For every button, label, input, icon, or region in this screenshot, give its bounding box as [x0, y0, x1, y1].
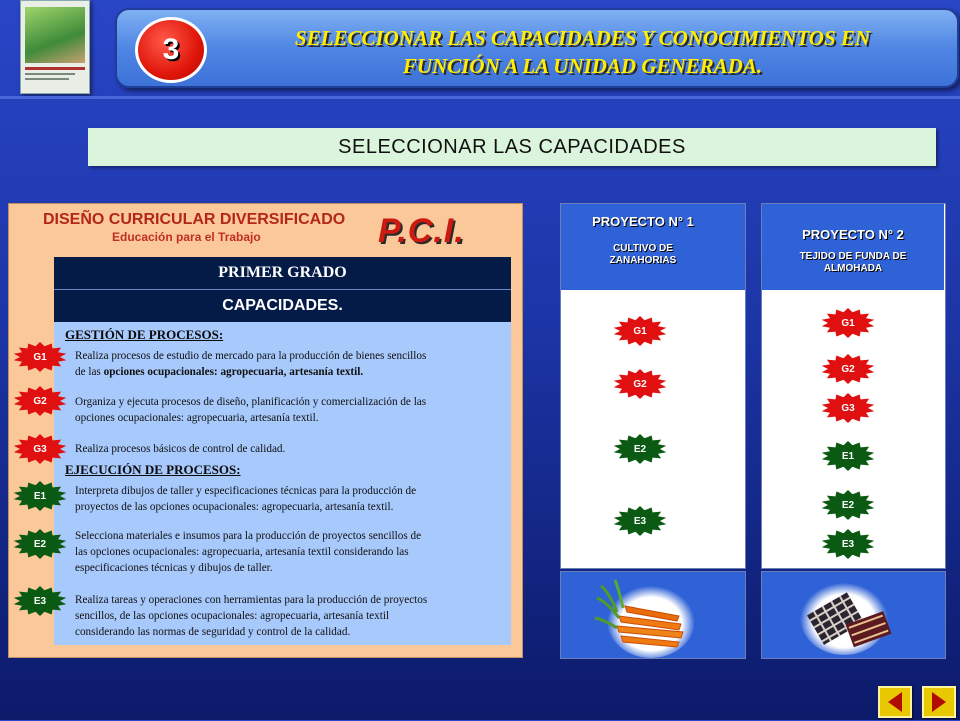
- group-heading-ejecucion: EJECUCIÓN DE PROCESOS:: [65, 462, 241, 477]
- star-badge-g1[interactable]: [12, 341, 68, 373]
- pci-title: DISEÑO CURRICULAR DIVERSIFICADO: [43, 211, 346, 228]
- capacity-g2-line2: opciones ocupacionales: agropecuaria, artesanía textil.: [75, 412, 319, 424]
- star-badge-e2[interactable]: [12, 528, 68, 560]
- star-label: G1: [633, 325, 647, 337]
- star-label: E1: [841, 450, 855, 462]
- capacity-g3-line1: Realiza procesos básicos de control de calidad.: [75, 443, 286, 455]
- star-label: E2: [633, 443, 647, 455]
- capacity-g1-line1: Realiza procesos de estudio de mercado para la producción de bienes sencillos: [75, 350, 427, 362]
- next-button[interactable]: [922, 686, 956, 718]
- star-label: G2: [633, 378, 647, 390]
- capacities-header: CAPACIDADES.: [54, 290, 511, 322]
- project-2-star-e1[interactable]: [820, 440, 876, 472]
- capacity-e3-line1: Realiza tareas y operaciones con herramientas para la producción de proyectos: [75, 594, 428, 606]
- capacity-e3-line3: considerando las normas de seguridad y control de la calidad.: [75, 626, 351, 638]
- star-badge-g3[interactable]: [12, 433, 68, 465]
- capacity-g2-line1: Organiza y ejecuta procesos de diseño, planificación y comercialización de las: [75, 396, 427, 408]
- project-1-star-g2[interactable]: [612, 368, 668, 400]
- capacity-e1-line2: proyectos de las opciones ocupacionales: agropecuaria, artesanía textil.: [75, 501, 394, 513]
- project-2-subtitle: [762, 251, 944, 275]
- star-label: E3: [633, 515, 647, 527]
- previous-arrow-icon: [880, 688, 910, 716]
- capacity-e2-line3: especificaciones técnicas y dibujos de taller.: [75, 562, 273, 574]
- project-2-image-panel: [761, 571, 946, 659]
- capacity-text-g2: [75, 394, 505, 426]
- project-1-star-e2[interactable]: [612, 433, 668, 465]
- star-label: E2: [841, 499, 855, 511]
- capacity-e2-line1: Selecciona materiales e insumos para la producción de proyectos sencillos de: [75, 530, 422, 542]
- star-label: G3: [33, 443, 47, 455]
- project-1-subtitle: [561, 243, 725, 267]
- project-2-title: PROYECTO N° 2: [802, 227, 904, 242]
- capacity-g1-line2a: de las: [75, 366, 104, 378]
- textile-image: [762, 572, 945, 658]
- next-arrow-icon: [924, 688, 954, 716]
- carrots-image: [561, 572, 745, 658]
- project-2-star-g2[interactable]: [820, 353, 876, 385]
- capacity-text-e1: [75, 483, 505, 515]
- project-1-star-e3[interactable]: [612, 505, 668, 537]
- section-title: SELECCIONAR LAS CAPACIDADES: [88, 128, 936, 166]
- capacity-e2-line2: las opciones ocupacionales: agropecuaria, artesanía textil considerando las: [75, 546, 409, 558]
- project-1-subtitle-line1: CULTIVO DE: [613, 243, 673, 254]
- star-label: G3: [841, 402, 855, 414]
- star-badge-g2[interactable]: [12, 385, 68, 417]
- step-number-badge: 3: [135, 17, 207, 83]
- capacity-text-e3: [75, 592, 505, 640]
- project-2-header: [762, 204, 944, 290]
- capacity-g1-line2b: opciones ocupacionales: agropecuaria, artesanía textil.: [103, 366, 364, 378]
- project-1-title: PROYECTO N° 1: [592, 214, 694, 229]
- project-2-star-e3[interactable]: [820, 528, 876, 560]
- curriculum-book-cover: [20, 0, 90, 94]
- project-1-star-g1[interactable]: [612, 315, 668, 347]
- star-label: E2: [33, 538, 47, 550]
- star-label: G2: [33, 395, 47, 407]
- capacity-text-e2: [75, 528, 505, 576]
- capacity-g1-line2: [75, 364, 505, 380]
- star-label: E3: [841, 538, 855, 550]
- star-label: G1: [33, 351, 47, 363]
- star-label: E3: [33, 595, 47, 607]
- prev-button[interactable]: [878, 686, 912, 718]
- page-title-line1: SELECCIONAR LAS CAPACIDADES Y CONOCIMIENTOS EN: [294, 26, 871, 50]
- group-heading-gestion: GESTIÓN DE PROCESOS:: [65, 327, 224, 342]
- star-label: G2: [841, 363, 855, 375]
- capacity-text-g3: [75, 441, 505, 457]
- capacity-e1-line1: Interpreta dibujos de taller y especificaciones técnicas para la producción de: [75, 485, 417, 497]
- page-title: [225, 24, 940, 80]
- star-label: G1: [841, 317, 855, 329]
- project-1-subtitle-line2: ZANAHORIAS: [609, 255, 677, 266]
- header-divider: [0, 96, 960, 99]
- star-badge-e1[interactable]: [12, 480, 68, 512]
- project-1-image-panel: [560, 571, 746, 659]
- project-2-subtitle-line2: ALMOHADA: [823, 263, 883, 274]
- pci-logo: P.C.I.: [378, 212, 465, 250]
- page-title-line2: FUNCIÓN A LA UNIDAD GENERADA.: [402, 54, 763, 78]
- capacity-text-g1: [75, 348, 505, 380]
- grade-header: PRIMER GRADO: [54, 257, 511, 290]
- project-2-subtitle-line1: TEJIDO DE FUNDA DE: [799, 251, 907, 262]
- capacity-e3-line2: sencillos, de las opciones ocupacionales: agropecuaria, artesanía textil: [75, 610, 390, 622]
- star-label: E1: [33, 490, 47, 502]
- project-2-star-g3[interactable]: [820, 392, 876, 424]
- star-badge-e3[interactable]: [12, 585, 68, 617]
- pci-subtitle: Educación para el Trabajo: [112, 230, 261, 244]
- project-2-star-e2[interactable]: [820, 489, 876, 521]
- project-2-star-g1[interactable]: [820, 307, 876, 339]
